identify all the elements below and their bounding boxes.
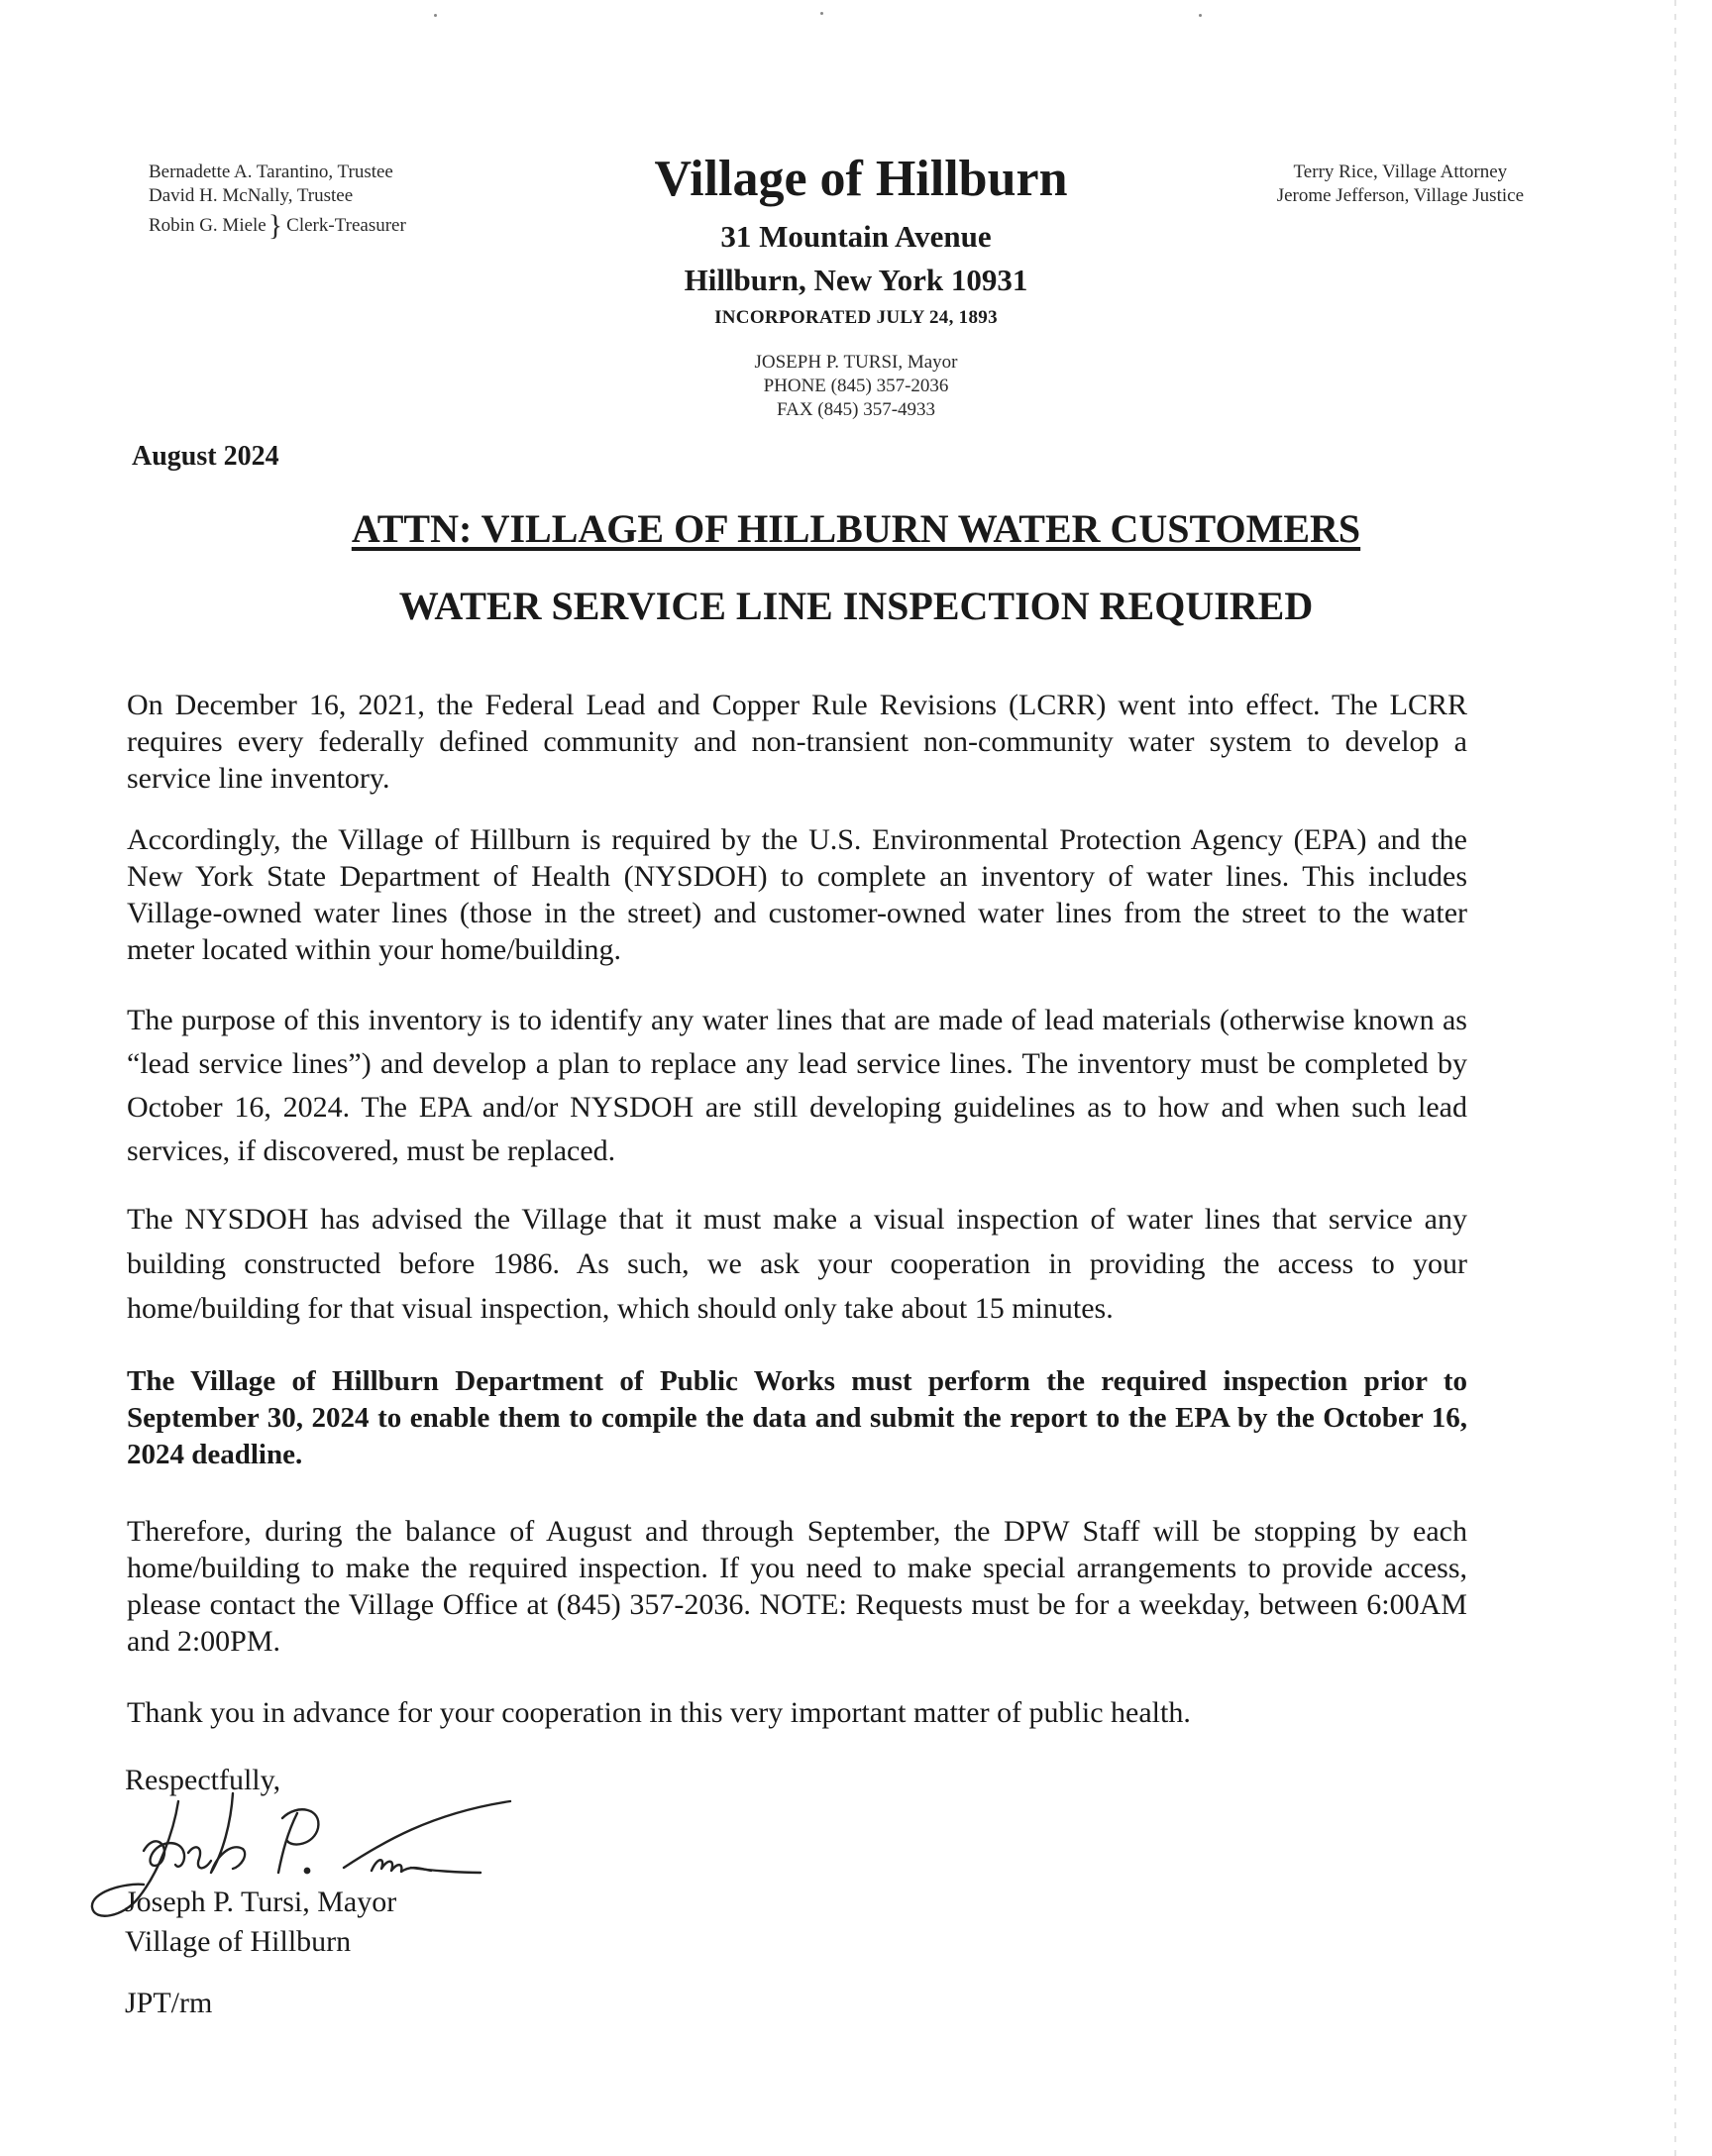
deadline-paragraph: The Village of Hillburn Department of Public Works must perform the required inspection prior to September 30, 2024 to enable them to compile the data and submit the report to the EPA by the October 16, 2024 deadline.	[127, 1365, 1467, 1470]
phone-number: PHONE (845) 357-2036	[763, 376, 949, 396]
justice-line: Jerome Jefferson, Village Justice	[1276, 185, 1524, 206]
scan-speck	[820, 12, 823, 15]
letterhead-officials-right	[1277, 161, 1524, 208]
attorney-line: Terry Rice, Village Attorney	[1293, 162, 1508, 182]
body-paragraph: On December 16, 2021, the Federal Lead and Copper Rule Revisions (LCRR) went into effect. The LCRR requires every federally defined community and non-transient non-community water system to develop a service line inventory.	[127, 689, 1467, 795]
address-street: 31 Mountain Avenue	[720, 219, 992, 254]
village-name-heading: Village of Hillburn	[654, 151, 1068, 207]
signer-name: Joseph P. Tursi, Mayor	[125, 1886, 397, 1918]
clerk-title: Clerk-Treasurer	[286, 215, 406, 236]
address-city: Hillburn, New York 10931	[684, 263, 1028, 297]
incorporated-date: INCORPORATED JULY 24, 1893	[714, 307, 998, 328]
subject-heading: WATER SERVICE LINE INSPECTION REQUIRED	[398, 584, 1314, 628]
fax-number: FAX (845) 357-4933	[776, 399, 936, 420]
trustee-line: Bernadette A. Tarantino, Trustee	[149, 162, 393, 182]
body-paragraph: Therefore, during the balance of August and through September, the DPW Staff will be stopping by each home/building to make the required inspection. If you need to make special arrangements to provide access, please contact the Village Office at (845) 357-2036. NOTE: Requests must be for a weekday, between 6:00AM and 2:00PM.	[127, 1515, 1467, 1658]
scan-speck	[434, 14, 437, 17]
thank-you-paragraph: Thank you in advance for your cooperation in this very important matter of public health.	[127, 1696, 1191, 1729]
brace-glyph: }	[268, 209, 283, 242]
scan-speck	[1199, 14, 1202, 17]
letter-date: August 2024	[132, 441, 279, 472]
mayor-contact-block	[0, 351, 1712, 422]
trustee-line: David H. McNally, Trustee	[149, 185, 354, 206]
mayor-name: JOSEPH P. TURSI, Mayor	[754, 352, 958, 373]
attention-heading: ATTN: VILLAGE OF HILLBURN WATER CUSTOMERS	[351, 506, 1361, 551]
closing-salutation: Respectfully,	[125, 1764, 281, 1796]
clerk-name: Robin G. Miele	[149, 215, 267, 236]
body-paragraph: Accordingly, the Village of Hillburn is required by the U.S. Environmental Protection Agency (EPA) and the New York State Department of Health (NYSDOH) to complete an inventory of water lines. This includes Village-owned water lines (those in the street) and customer-owned water lines from the street to the water meter located within your home/building.	[127, 823, 1467, 966]
typist-initials: JPT/rm	[125, 1987, 213, 2019]
body-paragraph: The purpose of this inventory is to identify any water lines that are made of lead materials (otherwise known as “lead service lines”) and develop a plan to replace any lead service lines. The inventory must be completed by October 16, 2024. The EPA and/or NYSDOH are still developing guidelines as to how and when such lead services, if discovered, must be replaced.	[127, 1004, 1467, 1167]
signer-block	[125, 1883, 396, 1962]
body-paragraph: The NYSDOH has advised the Village that it must make a visual inspection of water lines that service any building constructed before 1986. As such, we ask your cooperation in providing the access to your home/building for that visual inspection, which should only take about 15 minutes.	[127, 1203, 1467, 1325]
signer-organization: Village of Hillburn	[125, 1925, 352, 1958]
